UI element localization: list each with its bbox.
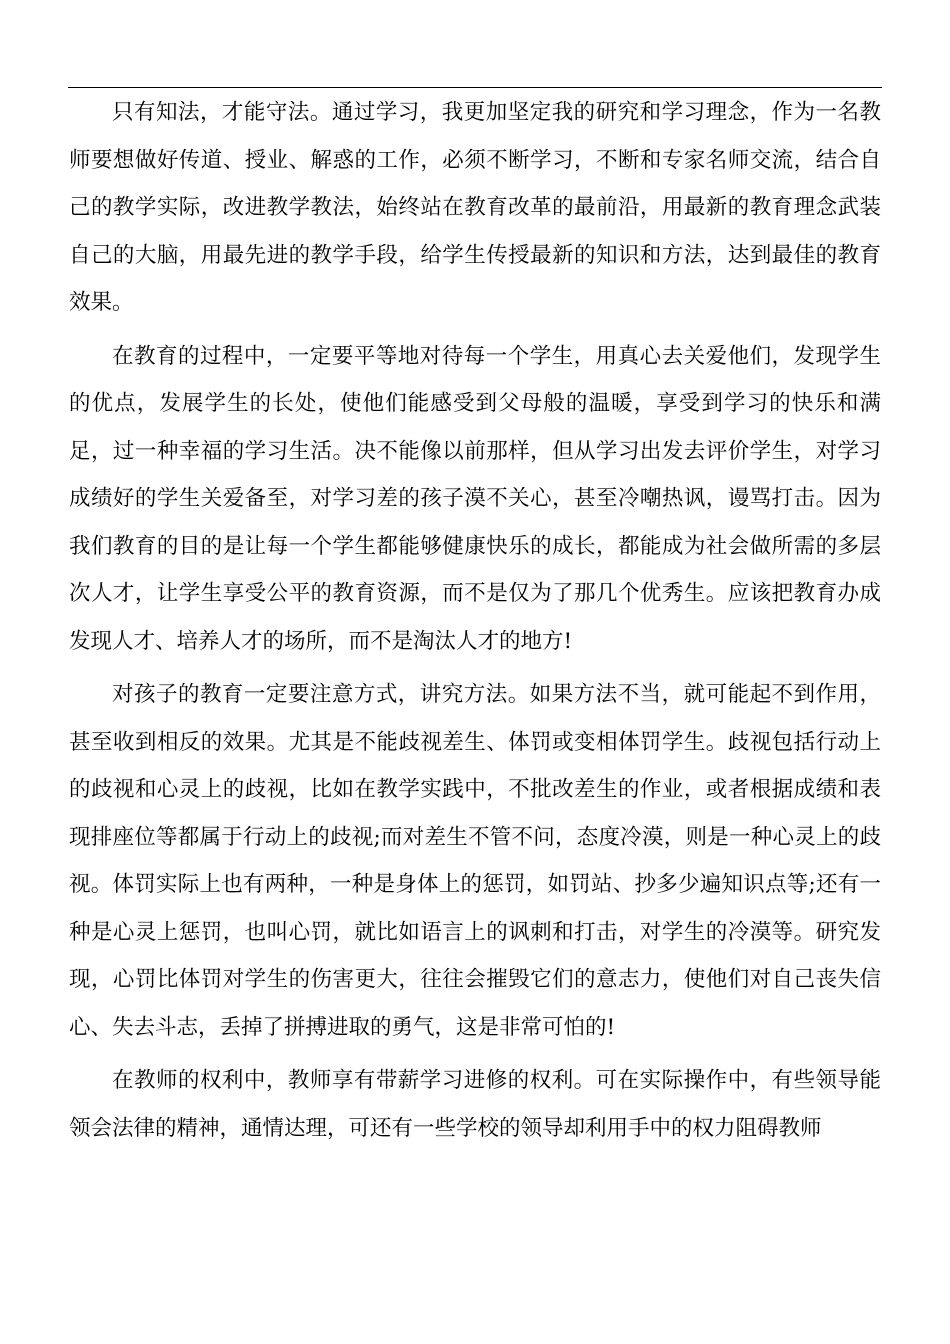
header-rule bbox=[68, 87, 882, 88]
paragraph-1: 只有知法，才能守法。通过学习，我更加坚定我的研究和学习理念，作为一名教师要想做好传道、授业、解惑的工作，必须不断学习，不断和专家名师交流，结合自己的教学实际，改进教学教法，始终站在教育改革的最前沿，用最新的教育理念武装自己的大脑，用最先进的教学手段，给学生传授最新的知识和方法，达到最佳的教育效果。 bbox=[69, 100, 881, 315]
paragraph-3: 对孩子的教育一定要注意方式，讲究方法。如果方法不当，就可能起不到作用，甚至收到相反的效果。尤其是不能歧视差生、体罚或变相体罚学生。歧视包括行动上的歧视和心灵上的歧视，比如在教学实践中，不批改差生的作业，或者根据成绩和表现排座位等都属于行动上的歧视;而对差生不管不问，态度冷漠，则是一种心灵上的歧视。体罚实际上也有两种，一种是身体上的惩罚，如罚站、抄多少遍知识点等;还有一种是心灵上惩罚，也叫心罚，就比如语言上的讽刺和打击，对学生的冷漠等。研究发现，心罚比体罚对学生的伤害更大，往往会摧毁它们的意志力，使他们对自己丧失信心、失去斗志，丢掉了拼搏进取的勇气，这是非常可怕的! bbox=[69, 682, 881, 1040]
paragraph-2: 在教育的过程中，一定要平等地对待每一个学生，用真心去关爱他们，发现学生的优点，发展学生的长处，使他们能感受到父母般的温暖，享受到学习的快乐和满足，过一种幸福的学习生活。决不能像以前那样，但从学习出发去评价学生，对学习成绩好的学生关爱备至，对学习差的孩子漠不关心，甚至冷嘲热讽，谩骂打击。因为我们教育的目的是让每一个学生都能够健康快乐的成长，都能成为社会做所需的多层次人才，让学生享受公平的教育资源，而不是仅为了那几个优秀生。应该把教育办成发现人才、培养人才的场所，而不是淘汰人才的地方! bbox=[69, 343, 881, 654]
paragraph-4: 在教师的权利中，教师享有带薪学习进修的权利。可在实际操作中，有些领导能领会法律的精神，通情达理，可还有一些学校的领导却利用手中的权力阻碍教师 bbox=[69, 1068, 881, 1141]
document-body bbox=[69, 89, 881, 1158]
